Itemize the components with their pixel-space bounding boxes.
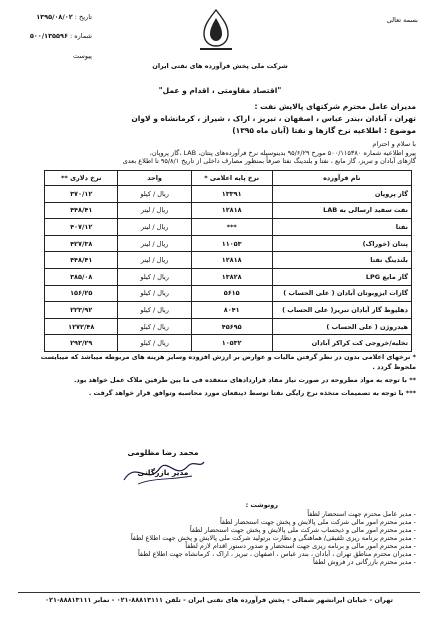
greeting: با سلام و احترام [372,140,416,148]
subject: موضوع : اطلاعیه نرخ گازها و نفتا (آبان ماه ۱۳۹۵) [232,126,416,135]
date-label: تاریخ : [74,13,92,21]
table-row: نفتا *** ریال / لیتر ۴۰۷/۱۲ [45,219,412,236]
addressee-line2: تهران ، آبادان ،بندر عباس ، اصفهان ، تبریز ، اراک ، شیراز ، کرمانشاه و لاوان [131,114,416,123]
list-item: - مدیر محترم امور مالی و ذیحساب شرکت ملی پالایش و پخش جهت استحضار لطفاً [189,526,416,534]
footer-address: تهران - خیابان ایرانشهر شمالی - پخش فرآورده های نفتی ایران - تلفن ۸۸۸۱۳۱۱۱-۰۲۱ - نمابر ۸۸۸۱۳۱۱۱-۰۲۱ [45,596,393,604]
number-label: شماره : [70,32,92,40]
note-1: * نرخهای اعلامی بدون در نظر گرفتن مالیات و عوارض بر ارزش افزوده وسایر هزینه های مربوطه میباشد که میبایست [40,353,416,361]
list-item: - مدیر محترم امور مالی و برنامه ریزی جهت استحضار و صدور دستور اقدام لازم لطفاً [185,542,416,550]
note-3: *** با توجه به تصمیمات متخذه نرخ رایگی نفتا توسط ذینفعان مورد محاسبه وتوافق قرار خواهد گرفت . [88,389,416,397]
date-row [14,13,92,21]
rates-table [44,170,412,352]
cc-title: رونوشت : [245,501,278,509]
signer-title: مدیر بازرگانی [137,468,189,477]
table-row: دهلیوط گاز آبادان تبریز( علی الحساب ) ۸۰۴۱ ریال / کیلو ۲۲۳/۹۲ [45,302,412,319]
org-name: شرکت ملی پخش فرآورده های نفتی ایران [152,62,288,70]
table-row: گاز پروپان ۱۳۳۹۱ ریال / کیلو ۳۷۰/۱۲ [45,186,412,203]
table-row: تخلیه/خروجی کت کراکر آبادان ۱۰۵۳۲ ریال / کیلو ۲۹۳/۲۹ [45,335,412,352]
list-item: - مدیران محترم مناطق تهران ، آبادان ، بندر عباس ، اصفهان ، تبریز ، اراک ، کرمانشاه جهت اطلاع لطفاً [137,550,416,558]
col-header-usd: نرخ دلاری ** [45,171,118,186]
list-item: - مدیر محترم امور مالی شرکت ملی پالایش و پخش جهت استحضار لطفاً [219,518,416,526]
table-row: هیدروژن ( علی الحساب ) ۴۵۶۹۵ ریال / کیلو ۱۲۷۲/۴۸ [45,318,412,335]
list-item: - مدیر محترم برنامه ریزی تلفیقی/ هماهنگی و نظارت برتولید شرکت ملی پالایش و پخش جهت اطلاع لطفاً [130,534,416,542]
table-row: پنتان (خوراک) ۱۱۰۵۳ ریال / لیتر ۴۲۷/۳۸ [45,235,412,252]
list-item: - مدیر عامل محترم جهت استحضار لطفاً [307,510,416,518]
oil-company-emblem-icon [186,4,246,64]
attachment-label: پیوست [73,52,92,60]
slogan: "اقتصاد مقاومتی ، اقدام و عمل" [158,86,282,95]
number-row [14,32,92,40]
note-2: ** با توجه به مواد مطروحه در صورت نیاز مفاد قراردادهای منعقده فی ما بین طرفین ملاک عمل خواهد بود. [73,376,416,384]
col-header-unit: واحد [118,171,191,186]
addressee-line1: مدیران عامل محترم شرکتهای پالایش نفت : [254,102,416,111]
table-header-row [45,171,412,186]
body-p2: گازهای آبادان و تبریز، گاز مایع ، نفتا و بلندینگ نفتا صرفاً بمنظور مصارف داخلی از تاریخ ۹۵/۸/۱ تا اطلاع بعدی [122,157,416,165]
number-value: ۵۰۰/۱۳۵۵۹۶ [29,32,68,40]
table-row: بلندینگ نفتا ۱۲۸۱۸ ریال / لیتر ۴۴۸/۴۱ [45,252,412,269]
date-value: ۱۳۹۵/۰۸/۰۲ [36,13,73,21]
body-p1: پیرو اطلاعیه شماره ۵۰۰/۱۱۵۳۸۰ مورخ ۹۵/۶/۲۹ بدینوسیله نرخ فرآورده‌های پنتان، LAB ،گاز پروپان، [149,149,416,157]
basmala: بسمه تعالی [386,16,418,24]
list-item: - مدیر محترم بازرگانی در فروش لطفاً [312,558,416,566]
signer-name: محمد رضا مظلومی [127,448,199,457]
col-header-rate: نرخ پایه اعلامی * [191,171,272,186]
note-1b: ملحوظ گردد . [372,363,416,371]
col-header-name: نام فرآورده [272,171,411,186]
cc-list [21,510,416,566]
table-row: گازات ایزوبوتان آبادان ( علی الحساب ) ۵۶۱۵ ریال / کیلو ۱۵۶/۲۵ [45,285,412,302]
table-row: گاز مایع LPG ۱۳۸۲۸ ریال / کیلو ۳۸۵/۰۸ [45,268,412,285]
table-row: نفت سفید ارسالی به LAB ۱۲۸۱۸ ریال / لیتر ۴۴۸/۴۱ [45,202,412,219]
footer-divider [18,592,420,593]
